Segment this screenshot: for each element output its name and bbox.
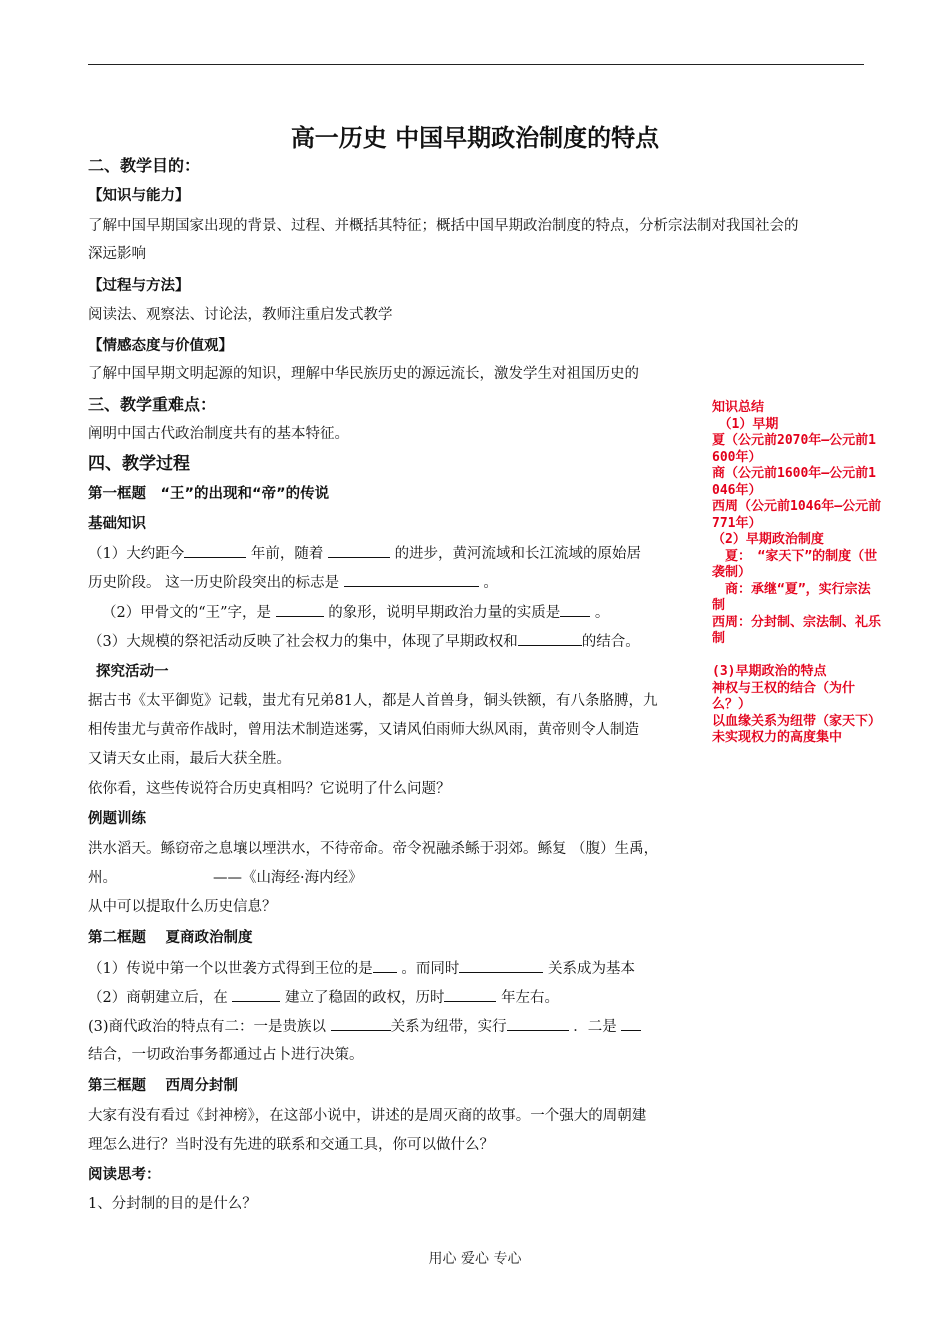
page-title: 高一历史 中国早期政治制度的特点 [290, 124, 660, 152]
annotation-line: 未实现权力的高度集中 [712, 730, 843, 745]
paragraph: 理怎么进行？当时没有先进的联系和交通工具，你可以做什么？ [88, 1137, 494, 1153]
paragraph: 阐明中国古代政治制度共有的基本特征。 [88, 426, 349, 442]
annotation-line [712, 648, 882, 665]
subsection-heading: 探究活动一 [96, 664, 169, 680]
paragraph: 洪水滔天。鲧窃帝之息壤以堙洪水，不待帝命。帝令祝融杀鲧于羽郊。鲧复 （腹）生禹， [88, 841, 659, 857]
annotation-line: 神权与王权的结合（为什么？） [712, 680, 856, 712]
knowledge-summary-annotation [712, 400, 882, 747]
question-line: （2）商朝建立后，在 建立了稳固的政权，历时 年左右。 [88, 987, 559, 1008]
fill-blank[interactable] [560, 602, 590, 617]
fill-blank[interactable] [459, 958, 543, 973]
fill-blank[interactable] [184, 543, 246, 558]
paragraph: 州。 ——《山海经·海内经》 [88, 870, 363, 886]
annotation-line: （1）早期 [712, 416, 779, 432]
fill-blank[interactable] [276, 602, 324, 617]
paragraph: 依你看，这些传说符合历史真相吗？它说明了什么问题？ [88, 781, 451, 797]
document-body-clipped [88, 150, 698, 1210]
subsection-heading: 阅读思考： [88, 1167, 161, 1183]
annotation-line: 商（公元前1600年—公元前1046年） [712, 466, 876, 498]
subsection-heading: 【情感态度与价值观】 [88, 338, 233, 354]
paragraph: 又请天女止雨，最后大获全胜。 [88, 751, 291, 767]
subsection-heading: 例题训练 [88, 811, 146, 827]
question-line: （3）大规模的祭祀活动反映了社会权力的集中，体现了早期政权和 的结合。 [88, 631, 640, 652]
section-heading: 四、教学过程 [88, 454, 190, 474]
paragraph: 了解中国早期国家出现的背景、过程、并概括其特征；概括中国早期政治制度的特点，分析宗法制对我国社会的 [88, 218, 799, 234]
fill-blank[interactable] [507, 1016, 569, 1031]
annotation-line: 西周（公元前1046年—公元前771年） [712, 499, 882, 531]
subsection-heading: 【过程与方法】 [88, 278, 190, 294]
annotation-line: 知识总结 [712, 400, 765, 415]
question-line: 历史阶段。 这一历史阶段突出的标志是 。 [88, 572, 498, 593]
annotation-line: 以血缘关系为纽带（家天下） [712, 713, 882, 729]
fill-blank[interactable] [331, 1016, 391, 1031]
annotation-line: 西周：分封制、宗法制、礼乐制 [712, 614, 882, 646]
paragraph: 阅读法、观察法、讨论法，教师注重启发式教学 [88, 307, 393, 323]
paragraph: 大家有没有看过《封神榜》，在这部小说中，讲述的是周灭商的故事。一个强大的周朝建 [88, 1108, 647, 1124]
annotation-line: 商：承继“夏”，实行宗法制 [712, 581, 871, 613]
annotation-line: 夏： “家天下”的制度（世袭制） [712, 548, 878, 580]
section-heading: 二、教学目的： [88, 156, 201, 175]
page-footer: 用心 爱心 专心 [428, 1251, 522, 1267]
header-rule [88, 64, 864, 65]
fill-blank[interactable] [518, 631, 582, 646]
fill-blank[interactable] [373, 958, 397, 973]
question-line: （1）传说中第一个以世袭方式得到王位的是 。而同时 关系成为基本 [88, 958, 635, 979]
frame-heading: 第三框题 西周分封制 [88, 1078, 239, 1094]
paragraph: 深远影响 [88, 246, 146, 262]
subsection-heading: 【知识与能力】 [88, 188, 190, 204]
paragraph: 从中可以提取什么历史信息？ [88, 899, 277, 915]
question-line: （1）大约距今 年前，随着 的进步，黄河流域和长江流域的原始居 [88, 543, 641, 564]
paragraph: 结合，一切政治事务都通过占卜进行决策。 [88, 1047, 364, 1063]
fill-blank[interactable] [444, 987, 496, 1002]
paragraph: 了解中国早期文明起源的知识，理解中华民族历史的源远流长，激发学生对祖国历史的 [88, 366, 639, 382]
fill-blank[interactable] [232, 987, 280, 1002]
fill-blank[interactable] [621, 1016, 641, 1031]
section-heading: 三、教学重难点： [88, 395, 217, 414]
annotation-line: 夏（公元前2070年—公元前1600年） [712, 433, 876, 465]
subsection-heading: 基础知识 [88, 516, 146, 532]
frame-heading: 第二框题 夏商政治制度 [88, 930, 253, 946]
fill-blank[interactable] [344, 572, 479, 587]
question-line: （2）甲骨文的“王”字，是 的象形，说明早期政治力量的实质是 。 [102, 602, 609, 623]
annotation-line: (3)早期政治的特点 [712, 664, 827, 679]
question-line: (3)商代政治的特点有二：一是贵族以 关系为纽带，实行 ．二是 [88, 1016, 641, 1037]
paragraph: 1、分封制的目的是什么？ [88, 1196, 257, 1210]
annotation-line: （2）早期政治制度 [712, 532, 824, 547]
frame-heading: 第一框题 “王”的出现和“帝”的传说 [88, 486, 330, 502]
fill-blank[interactable] [328, 543, 390, 558]
paragraph: 据古书《太平御览》记载，蚩尤有兄弟81人，都是人首兽身，铜头铁额，有八条胳膊，九 [88, 693, 658, 709]
paragraph: 相传蚩尤与黄帝作战时，曾用法术制造迷雾，又请风伯雨师大纵风雨，黄帝则令人制造 [88, 722, 639, 738]
